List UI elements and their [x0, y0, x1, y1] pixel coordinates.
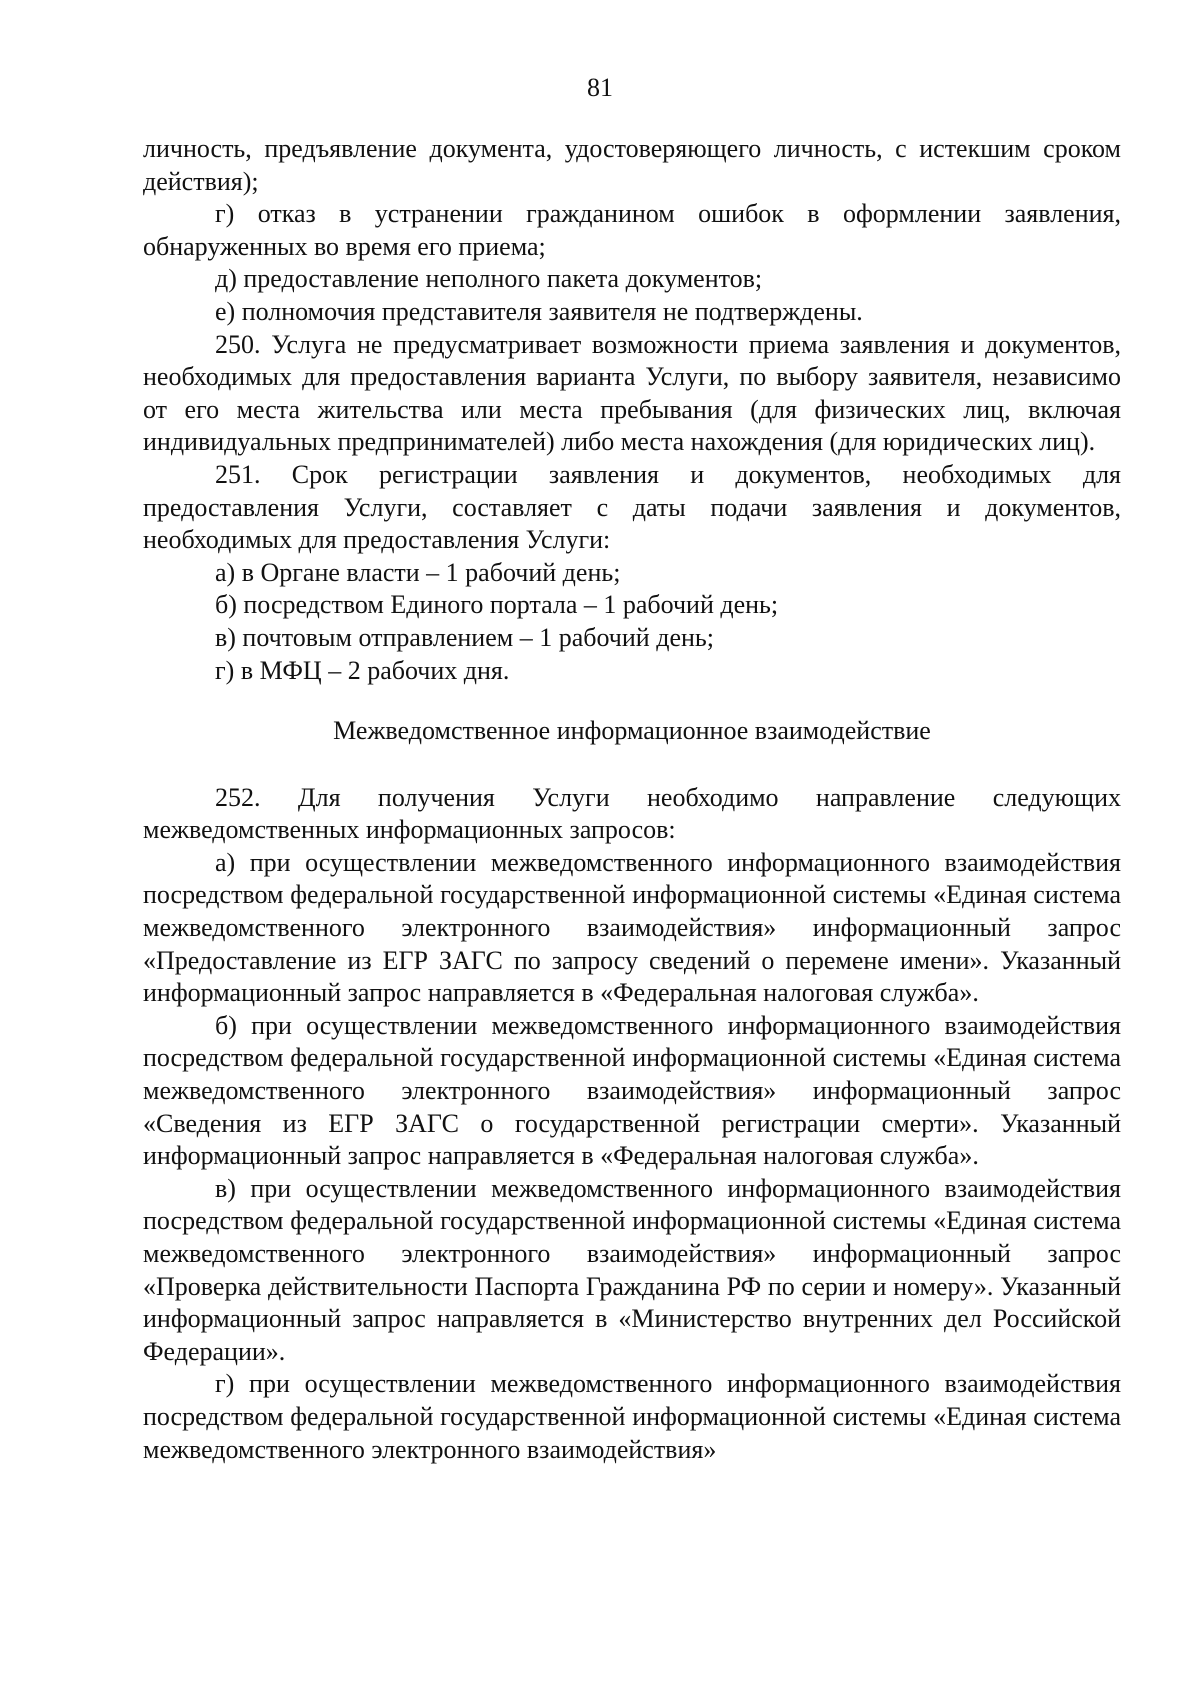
- paragraph: в) при осуществлении межведомственного информационного взаимодействия посредством федеральной государственной информационной системы «Единая система межведомственного электронного взаимодействия» информационный запрос «Проверка действительности Паспорта Гражданина РФ по серии и номеру». Указанный информационный запрос направляется в «Министерство внутренних дел Российской Федерации».: [143, 1173, 1121, 1366]
- paragraph: 252. Для получения Услуги необходимо направление следующих межведомственных информационных запросов:: [143, 782, 1121, 845]
- list-item: б) посредством Единого портала – 1 рабочий день;: [215, 590, 779, 620]
- paragraph: г) при осуществлении межведомственного информационного взаимодействия посредством федеральной государственной информационной системы «Единая система межведомственного электронного взаимодействия»: [143, 1369, 1121, 1464]
- paragraph: г) отказ в устранении гражданином ошибок в оформлении заявления, обнаруженных во время его приема;: [143, 199, 1121, 261]
- page-number: 81: [587, 73, 613, 102]
- paragraph: 250. Услуга не предусматривает возможности приема заявления и документов, необходимых для предоставления варианта Услуги, по выбору заявителя, независимо от его места жительства или места пребывания (для физических лиц, включая индивидуальных предпринимателей) либо места нахождения (для юридических лиц).: [143, 329, 1121, 457]
- list-item: е) полномочия представителя заявителя не подтверждены.: [215, 296, 863, 326]
- document-body: [143, 133, 1121, 1466]
- list-item: г) в МФЦ – 2 рабочих дня.: [215, 655, 510, 685]
- list-item: д) предоставление неполного пакета документов;: [215, 264, 763, 294]
- list-item: в) почтовым отправлением – 1 рабочий день;: [215, 622, 714, 652]
- paragraph: б) при осуществлении межведомственного информационного взаимодействия посредством федеральной государственной информационной системы «Единая система межведомственного электронного взаимодействия» информационный запрос «Сведения из ЕГР ЗАГС о государственной регистрации смерти». Указанный информационный запрос направляется в «Федеральная налоговая служба».: [143, 1010, 1121, 1171]
- list-item: а) в Органе власти – 1 рабочий день;: [215, 557, 621, 587]
- paragraphs-after-heading: [143, 782, 1121, 1466]
- paragraph: 251. Срок регистрации заявления и документов, необходимых для предоставления Услуги, составляет с даты подачи заявления и документов, необходимых для предоставления Услуги:: [143, 459, 1121, 555]
- section-heading: Межведомственное информационное взаимодействие: [333, 716, 931, 746]
- paragraphs-before-heading: [143, 133, 1121, 687]
- paragraph: личность, предъявление документа, удостоверяющего личность, с истекшим сроком действия);: [143, 134, 1121, 196]
- paragraph: а) при осуществлении межведомственного информационного взаимодействия посредством федеральной государственной информационной системы «Единая система межведомственного электронного взаимодействия» информационный запрос «Предоставление из ЕГР ЗАГС по запросу сведений о перемене имени». Указанный информационный запрос направляется в «Федеральная налоговая служба».: [143, 847, 1121, 1008]
